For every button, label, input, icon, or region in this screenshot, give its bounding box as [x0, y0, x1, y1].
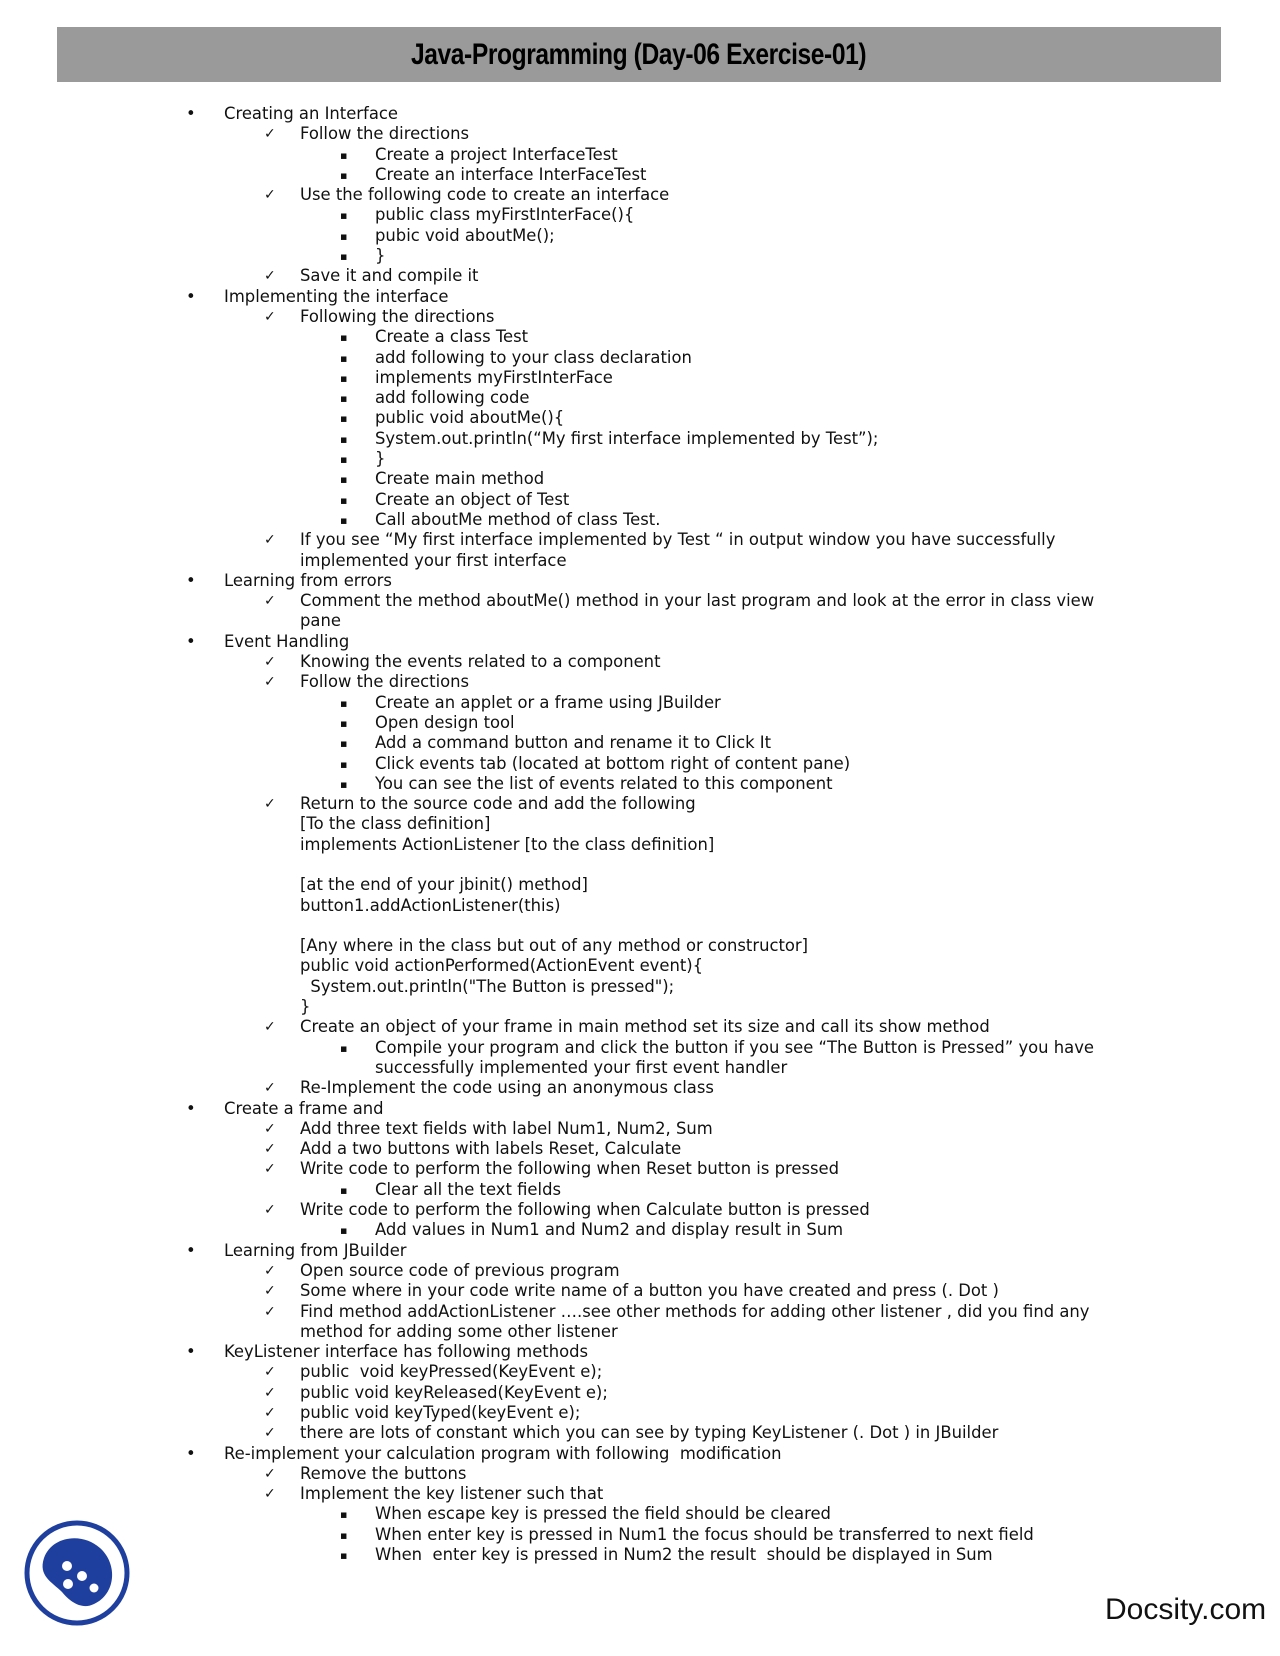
line-text: Learning from errors: [224, 570, 392, 590]
square-marker-icon: ▪: [340, 513, 348, 527]
bullet-item: [186, 104, 1126, 124]
line-text: Learning from JBuilder: [224, 1240, 407, 1260]
square-item: [186, 388, 1126, 408]
bullet-marker-icon: •: [186, 286, 196, 306]
check-marker-icon: ✓: [264, 593, 276, 610]
bullet-marker-icon: •: [186, 1342, 196, 1362]
line-text: When escape key is pressed the field should be cleared: [375, 1504, 831, 1524]
check-item: [186, 1078, 1126, 1098]
square-item: [186, 327, 1126, 347]
square-item: [186, 510, 1126, 530]
check-item: [186, 794, 1126, 814]
line-text: When enter key is pressed in Num2 the result should be displayed in Sum: [375, 1545, 993, 1565]
check-item: [186, 1383, 1126, 1403]
square-marker-icon: ▪: [340, 392, 348, 406]
check-item: [186, 1302, 1126, 1343]
line-text: Create an object of Test: [375, 489, 570, 509]
check-item: [186, 307, 1126, 327]
square-item: [186, 145, 1126, 165]
line-text: Add three text fields with label Num1, Num2, Sum: [300, 1118, 713, 1138]
square-marker-icon: ▪: [340, 371, 348, 385]
check-marker-icon: ✓: [264, 1405, 276, 1421]
line-text: pubic void aboutMe();: [375, 225, 555, 245]
square-marker-icon: ▪: [340, 1508, 348, 1522]
bullet-item: [186, 1444, 1126, 1464]
line-text: Add a two buttons with labels Reset, Calculate: [300, 1139, 682, 1159]
square-marker-icon: ▪: [340, 777, 348, 791]
line-text: public void aboutMe(){: [375, 408, 565, 428]
square-item: [186, 1220, 1126, 1240]
square-marker-icon: ▪: [340, 209, 348, 223]
check-item: [186, 185, 1126, 205]
square-marker-icon: ▪: [340, 473, 348, 487]
check-item: [186, 1362, 1126, 1382]
line-text: Add values in Num1 and Num2 and display result in Sum: [375, 1220, 844, 1240]
check-marker-icon: ✓: [264, 1283, 276, 1300]
check-marker-icon: ✓: [264, 1080, 276, 1097]
check-item: [186, 1159, 1126, 1179]
square-marker-icon: ▪: [340, 1183, 348, 1197]
line-text: System.out.println(“My first interface implemented by Test”);: [375, 428, 879, 448]
line-text: implements myFirstInterFace: [375, 367, 613, 387]
line-text: }: [375, 449, 386, 469]
check-marker-icon: ✓: [264, 1202, 276, 1219]
square-marker-icon: ▪: [340, 432, 348, 446]
bullet-item: [186, 1342, 1126, 1362]
check-item: [186, 591, 1126, 632]
line-text: Create an interface InterFaceTest: [375, 164, 647, 184]
code-line: [186, 997, 1126, 1017]
line-text: Following the directions: [300, 306, 495, 326]
line-text: Create a class Test: [375, 327, 529, 347]
square-item: [186, 1525, 1126, 1545]
line-text: public void keyReleased(KeyEvent e);: [300, 1382, 608, 1402]
check-marker-icon: ✓: [264, 1262, 276, 1279]
check-marker-icon: ✓: [264, 1425, 276, 1442]
check-item: [186, 1139, 1126, 1159]
line-text: Some where in your code write name of a button you have created and press (. Dot ): [300, 1281, 999, 1301]
line-text: Write code to perform the following when Reset button is pressed: [300, 1159, 840, 1179]
square-marker-icon: ▪: [340, 168, 348, 182]
check-item: [186, 1281, 1126, 1301]
check-marker-icon: ✓: [264, 1465, 276, 1482]
line-text: Add a command button and rename it to Click It: [375, 733, 772, 753]
check-item: [186, 1200, 1126, 1220]
check-marker-icon: ✓: [264, 1141, 276, 1158]
line-text: Create a frame and: [224, 1098, 384, 1118]
bullet-item: [186, 632, 1126, 652]
square-item: [186, 774, 1126, 794]
line-text: Re-Implement the code using an anonymous class: [300, 1078, 714, 1098]
check-item: [186, 672, 1126, 692]
square-item: [186, 368, 1126, 388]
check-item: [186, 530, 1126, 571]
square-marker-icon: ▪: [340, 412, 348, 426]
square-item: [186, 754, 1126, 774]
line-text: Re-implement your calculation program with following modification: [224, 1443, 782, 1463]
square-item: [186, 469, 1126, 489]
docsity-logo-icon: [22, 1518, 132, 1628]
code-line: [186, 936, 1126, 956]
square-marker-icon: ▪: [340, 493, 348, 507]
docsity-brand: Docsity.com: [1105, 1593, 1267, 1626]
check-marker-icon: ✓: [264, 126, 276, 143]
bullet-marker-icon: •: [186, 570, 196, 590]
line-text: Save it and compile it: [300, 266, 479, 286]
line-text: add following to your class declaration: [375, 347, 692, 367]
line-text: there are lots of constant which you can see by typing KeyListener (. Dot ) in JBuilder: [300, 1423, 999, 1443]
check-marker-icon: ✓: [264, 308, 276, 325]
line-text: Write code to perform the following when Calculate button is pressed: [300, 1200, 870, 1220]
line-text: Follow the directions: [300, 672, 470, 692]
page-title: Java-Programming (Day-06 Exercise-01): [411, 37, 867, 71]
line-text: Find method addActionListener ….see other methods for adding other listener , did you find any method for adding some other listener: [300, 1301, 1095, 1341]
line-text: public class myFirstInterFace(){: [375, 205, 635, 225]
check-item: [186, 266, 1126, 286]
line-text: Use the following code to create an interface: [300, 185, 670, 205]
square-marker-icon: ▪: [340, 1224, 348, 1238]
bullet-item: [186, 1241, 1126, 1261]
line-text: KeyListener interface has following methods: [224, 1342, 589, 1362]
check-marker-icon: ✓: [264, 1120, 276, 1137]
square-item: [186, 449, 1126, 469]
code-line: [186, 896, 1126, 916]
square-item: [186, 226, 1126, 246]
check-item: [186, 1017, 1126, 1037]
check-item: [186, 1423, 1126, 1443]
check-item: [186, 124, 1126, 144]
square-item: [186, 408, 1126, 428]
line-text: Create main method: [375, 469, 545, 489]
line-text: implements ActionListener [to the class definition]: [300, 834, 715, 854]
line-text: Open design tool: [375, 712, 515, 732]
check-item: [186, 1403, 1126, 1423]
square-marker-icon: ▪: [340, 250, 348, 264]
check-marker-icon: ✓: [264, 1161, 276, 1178]
bullet-marker-icon: •: [186, 104, 196, 123]
header-band: [57, 27, 1221, 82]
check-item: [186, 1261, 1126, 1281]
line-text: Open source code of previous program: [300, 1260, 620, 1280]
line-text: Create an applet or a frame using JBuilder: [375, 692, 721, 712]
check-item: [186, 1464, 1126, 1484]
bullet-marker-icon: •: [186, 1240, 196, 1260]
line-text: Remove the buttons: [300, 1463, 467, 1483]
check-marker-icon: ✓: [264, 268, 276, 285]
bullet-marker-icon: •: [186, 1098, 196, 1118]
square-item: [186, 1545, 1126, 1565]
square-item: [186, 1180, 1126, 1200]
code-line: [186, 916, 1126, 936]
line-text: Create a project InterfaceTest: [375, 144, 618, 164]
exercise-list: [186, 104, 1126, 1565]
check-marker-icon: ✓: [264, 187, 276, 204]
code-line: [186, 814, 1126, 834]
line-text: Compile your program and click the button if you see “The Button is Pressed” you have successfully implemented your first event handler: [375, 1037, 1100, 1077]
line-text: Comment the method aboutMe() method in your last program and look at the error in class view pane: [300, 591, 1100, 631]
line-text: If you see “My first interface implemented by Test “ in output window you have successfully implemented your first interface: [300, 530, 1061, 570]
square-item: [186, 713, 1126, 733]
line-text: Event Handling: [224, 631, 350, 651]
check-marker-icon: ✓: [264, 1486, 276, 1503]
square-marker-icon: ▪: [340, 1041, 348, 1055]
line-text: Creating an Interface: [224, 104, 398, 123]
check-marker-icon: ✓: [264, 654, 276, 671]
square-item: [186, 165, 1126, 185]
square-item: [186, 1504, 1126, 1524]
square-marker-icon: ▪: [340, 757, 348, 771]
check-item: [186, 652, 1126, 672]
line-text: Return to the source code and add the following: [300, 794, 696, 814]
bullet-item: [186, 571, 1126, 591]
line-text: When enter key is pressed in Num1 the focus should be transferred to next field: [375, 1524, 1034, 1544]
check-marker-icon: ✓: [264, 1019, 276, 1036]
line-text: Call aboutMe method of class Test.: [375, 509, 661, 529]
line-text: public void keyPressed(KeyEvent e);: [300, 1362, 603, 1382]
bullet-marker-icon: •: [186, 631, 196, 651]
line-text: }: [375, 246, 386, 266]
bullet-item: [186, 287, 1126, 307]
line-text: Knowing the events related to a component: [300, 652, 661, 672]
square-item: [186, 348, 1126, 368]
code-line: [186, 835, 1126, 855]
square-item: [186, 429, 1126, 449]
line-text: Implement the key listener such that: [300, 1484, 604, 1504]
check-item: [186, 1119, 1126, 1139]
square-item: [186, 246, 1126, 266]
line-text: System.out.println("The Button is pressed");: [300, 976, 675, 996]
check-item: [186, 1484, 1126, 1504]
line-text: }: [300, 997, 311, 1017]
square-marker-icon: ▪: [340, 453, 348, 467]
code-line: [186, 875, 1126, 895]
square-marker-icon: ▪: [340, 229, 348, 243]
line-text: Click events tab (located at bottom right of content pane): [375, 753, 851, 773]
square-item: [186, 1038, 1126, 1079]
code-line: [186, 956, 1126, 976]
line-text: Create an object of your frame in main method set its size and call its show method: [300, 1017, 990, 1037]
line-text: [Any where in the class but out of any method or constructor]: [300, 936, 809, 956]
check-marker-icon: ✓: [264, 1364, 276, 1381]
square-marker-icon: ▪: [340, 696, 348, 710]
line-text: [To the class definition]: [300, 814, 491, 834]
square-marker-icon: ▪: [340, 148, 348, 162]
bullet-item: [186, 1099, 1126, 1119]
check-marker-icon: ✓: [264, 1303, 276, 1320]
line-text: add following code: [375, 388, 530, 408]
square-item: [186, 733, 1126, 753]
line-text: [at the end of your jbinit() method]: [300, 875, 588, 895]
check-marker-icon: ✓: [264, 1384, 276, 1401]
line-text: You can see the list of events related to this component: [375, 773, 833, 793]
square-marker-icon: ▪: [340, 737, 348, 751]
line-text: public void keyTyped(keyEvent e);: [300, 1403, 581, 1422]
code-line: [186, 855, 1126, 875]
square-item: [186, 693, 1126, 713]
square-marker-icon: ▪: [340, 716, 348, 730]
check-marker-icon: ✓: [264, 796, 276, 813]
line-text: Follow the directions: [300, 124, 470, 144]
line-text: Implementing the interface: [224, 286, 449, 306]
square-item: [186, 490, 1126, 510]
square-marker-icon: ▪: [340, 351, 348, 365]
line-text: public void actionPerformed(ActionEvent event){: [300, 956, 704, 976]
square-item: [186, 205, 1126, 225]
code-line: [186, 977, 1126, 997]
line-text: button1.addActionListener(this): [300, 895, 561, 915]
square-marker-icon: ▪: [340, 331, 348, 345]
bullet-marker-icon: •: [186, 1443, 196, 1463]
square-marker-icon: ▪: [340, 1549, 348, 1563]
check-marker-icon: ✓: [264, 674, 276, 691]
line-text: Clear all the text fields: [375, 1179, 562, 1199]
check-marker-icon: ✓: [264, 532, 276, 549]
square-marker-icon: ▪: [340, 1528, 348, 1542]
